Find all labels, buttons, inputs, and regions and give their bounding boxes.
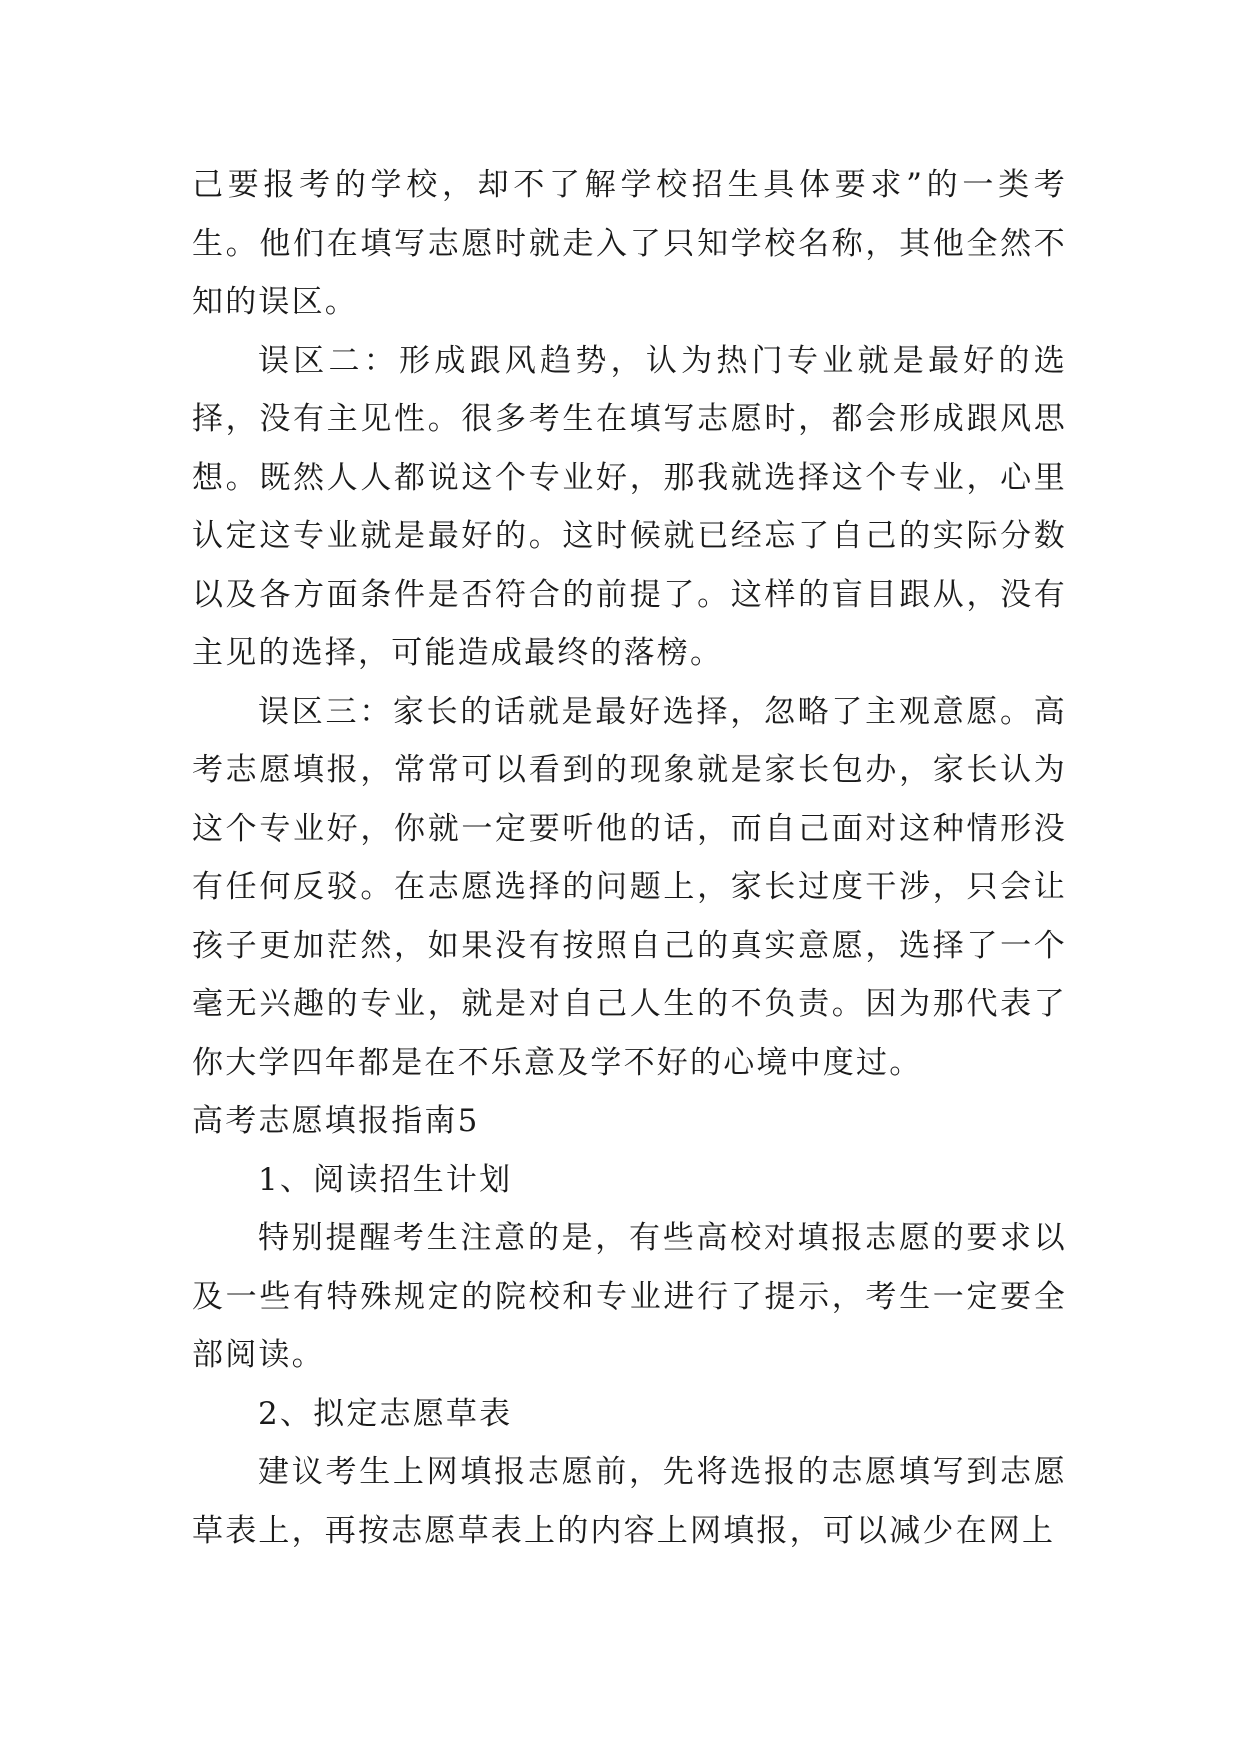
document-body (192, 156, 1067, 1560)
subheading-read-plan: 1、阅读招生计划 (258, 1161, 513, 1198)
paragraph-misconception-three: 误区三：家长的话就是最好选择，忽略了主观意愿。高考志愿填报，常常可以看到的现象就是家长包办，家长认为这个专业好，你就一定要听他的话，而自己面对这种情形没有任何反驳。在志愿选择的问题上，家长过度干涉，只会让孩子更加茫然，如果没有按照自己的真实意愿，选择了一个毫无兴趣的专业，就是对自己人生的不负责。因为那代表了你大学四年都是在不乐意及学不好的心境中度过。 (192, 693, 1067, 1081)
section-heading: 高考志愿填报指南5 (192, 1103, 480, 1139)
paragraph-misconception-two: 误区二：形成跟风趋势，认为热门专业就是最好的选择，没有主见性。很多考生在填写志愿时，都会形成跟风思想。既然人人都说这个专业好，那我就选择这个专业，心里认定这专业就是最好的。这时候就已经忘了自己的实际分数以及各方面条件是否符合的前提了。这样的盲目跟从，没有主见的选择，可能造成最终的落榜。 (192, 342, 1067, 671)
subheading-draft-form: 2、拟定志愿草表 (258, 1395, 513, 1432)
paragraph-misconception-one-end: 己要报考的学校，却不了解学校招生具体要求”的一类考生。他们在填写志愿时就走入了只知学校名称，其他全然不知的误区。 (192, 167, 1067, 320)
paragraph-read-plan: 特别提醒考生注意的是，有些高校对填报志愿的要求以及一些有特殊规定的院校和专业进行了提示，考生一定要全部阅读。 (192, 1220, 1067, 1373)
paragraph-draft-form: 建议考生上网填报志愿前，先将选报的志愿填写到志愿草表上，再按志愿草表上的内容上网填报，可以减少在网上 (192, 1454, 1067, 1549)
